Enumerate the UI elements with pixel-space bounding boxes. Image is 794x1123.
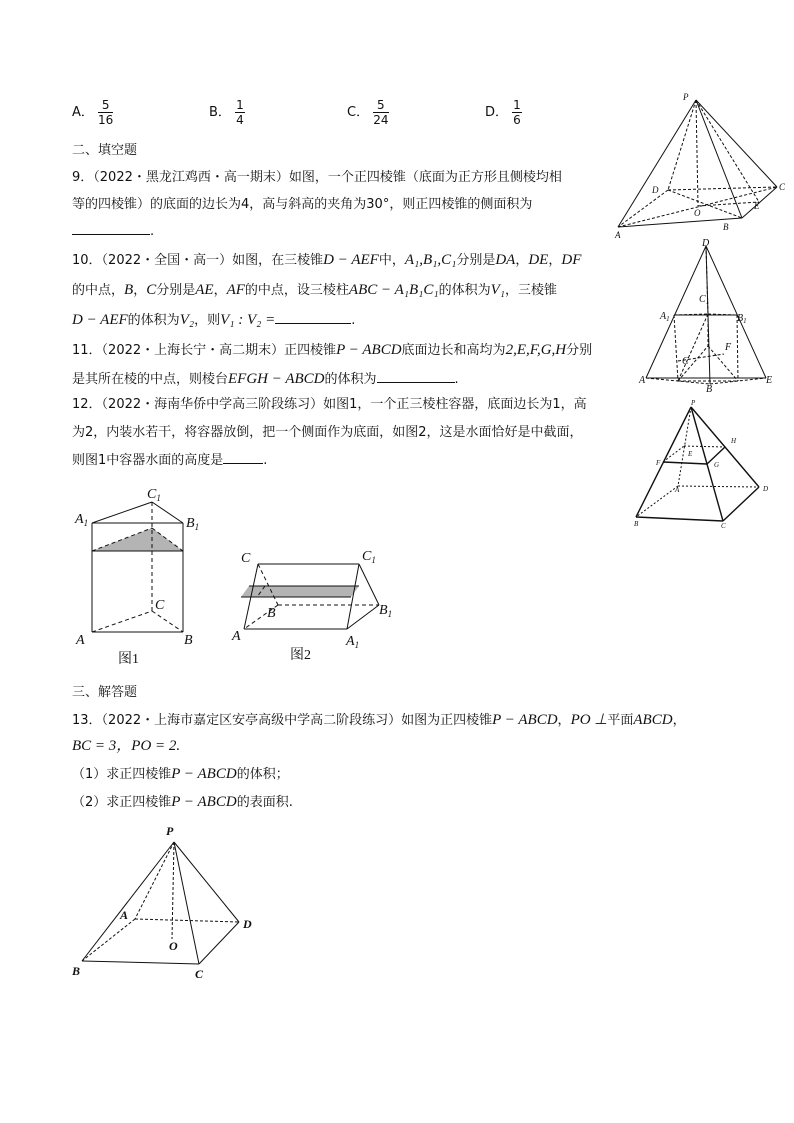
water-surface: [92, 528, 183, 551]
water-surface: [241, 586, 359, 597]
label-e: E: [754, 201, 760, 211]
label-c1: $C_1$: [362, 549, 376, 565]
label-a: A: [120, 908, 129, 922]
q12-line1: 12．（2022・海南华侨中学高三阶段练习）如图1，一个正三棱柱容器，底面边长为1，高: [72, 397, 587, 412]
label-b: B: [706, 384, 713, 395]
label-a: A: [615, 230, 621, 240]
label-b: B: [634, 520, 639, 528]
q9-line3: .: [72, 224, 154, 240]
figure-frustum: [628, 398, 778, 530]
choice-a: [72, 98, 113, 127]
q11-line1: 11．（2022・上海长宁・高二期末）正四棱锥P − ABCD底面边长和高均为2,E,F,G,H分别: [72, 342, 593, 358]
label-d: D: [243, 917, 252, 931]
label-p: P: [691, 399, 696, 407]
label-a1: $A_1$: [346, 634, 360, 650]
choice-b: [209, 98, 245, 127]
label-b1: $B_1$: [379, 603, 393, 619]
figure-tetrahedron-prism: [636, 236, 786, 396]
q10-line3: D − AEF的体积为V₂，则V₁ : V₂ = .: [72, 312, 356, 328]
figure-2-prism-side: [224, 542, 404, 670]
label-o: O: [169, 939, 178, 953]
q11-answer-blank: [377, 382, 455, 383]
figure-1-prism-upright: [68, 480, 218, 670]
label-b: B: [184, 633, 193, 648]
choice-d-fraction: $\frac{1}{6}$: [513, 98, 521, 127]
label-e: E: [766, 375, 773, 386]
choice-c: [347, 98, 389, 127]
figure-square-pyramid-top: [612, 90, 788, 240]
q10-line1: 10．（2022・全国・高一）如图，在三棱锥D − AEF中，A₁,B₁,C₁分别是DA，DE，DF: [72, 252, 582, 268]
label-b1: $B_1$: [186, 516, 200, 532]
label-c: C: [241, 551, 251, 566]
q9-line2: 等的四棱锥）的底面的边长为4，高与斜高的夹角为30°，则正四棱锥的侧面积为: [72, 197, 533, 212]
q13-sub1: （1）求正四棱锥P − ABCD的体积；: [72, 766, 289, 782]
choice-a-label: A．: [72, 105, 94, 120]
label-a: A: [639, 375, 646, 386]
label-b: B: [72, 964, 81, 978]
q9-line1: 9．（2022・黑龙江鸡西・高一期末）如图，一个正四棱锥（底面为正方形且侧棱均相: [72, 170, 562, 185]
label-d: D: [652, 185, 659, 195]
label-e: E: [688, 450, 693, 458]
choice-d: [485, 98, 522, 127]
section-heading-fill: 二、填空题: [72, 143, 138, 158]
q9-answer-blank: [72, 234, 150, 235]
label-a1: $A_1$: [75, 512, 89, 528]
section-heading-answer: 三、解答题: [72, 685, 138, 700]
label-d: D: [702, 238, 710, 249]
label-a: A: [675, 486, 680, 494]
figure-q13-pyramid: [66, 820, 266, 986]
q13-line1: 13．（2022・上海市嘉定区安亭高级中学高二阶段练习）如图为正四棱锥P − ABCD，PO ⊥平面ABCD，: [72, 712, 686, 728]
label-c: C: [155, 598, 165, 613]
figure-1-caption: 图1: [118, 652, 139, 667]
label-d: D: [763, 485, 769, 493]
label-g: G: [714, 461, 720, 469]
q12-line2: 为2，内装水若干，将容器放倒，把一个侧面作为底面，如图2，这是水面恰好是中截面，: [72, 425, 583, 440]
label-c: C: [682, 356, 689, 367]
figure-2-caption: 图2: [290, 648, 311, 663]
label-f: F: [725, 342, 732, 353]
q11-line2: 是其所在棱的中点，则棱台EFGH − ABCD的体积为 .: [72, 371, 459, 387]
label-c: C: [721, 522, 726, 530]
choice-d-label: D．: [485, 105, 509, 120]
label-a: A: [76, 633, 85, 648]
label-p: P: [683, 92, 689, 102]
q10-line2: 的中点，B，C分别是AE，AF的中点，设三棱柱ABC − A₁B₁C₁的体积为V₁，三棱锥: [72, 282, 557, 298]
label-b1: $B_1$: [737, 313, 747, 325]
q13-line2: BC = 3，PO = 2.: [72, 738, 181, 754]
q13-sub2: （2）求正四棱锥P − ABCD的表面积.: [72, 794, 293, 810]
label-h: H: [731, 437, 737, 445]
q12-line3: 则图1中容器水面的高度是 .: [72, 453, 268, 468]
label-p: P: [166, 824, 174, 838]
choice-a-fraction: $\frac{5}{16}$: [98, 98, 114, 127]
label-c1: $C_1$: [147, 487, 161, 503]
label-c: C: [195, 967, 204, 981]
choice-b-label: B．: [209, 105, 231, 120]
label-a: A: [232, 629, 241, 644]
label-a1: $A_1$: [660, 311, 670, 323]
choice-c-fraction: $\frac{5}{24}$: [373, 98, 389, 127]
label-f: F: [656, 459, 661, 467]
q12-answer-blank: [223, 463, 263, 464]
label-o: O: [694, 208, 701, 218]
choice-c-label: C．: [347, 105, 370, 120]
label-b: B: [267, 606, 276, 621]
label-b: B: [723, 222, 729, 232]
q10-answer-blank: [275, 323, 351, 324]
label-c: C: [779, 182, 786, 192]
label-c1: $C_1$: [699, 294, 710, 306]
choice-b-fraction: $\frac{1}{4}$: [236, 98, 244, 127]
